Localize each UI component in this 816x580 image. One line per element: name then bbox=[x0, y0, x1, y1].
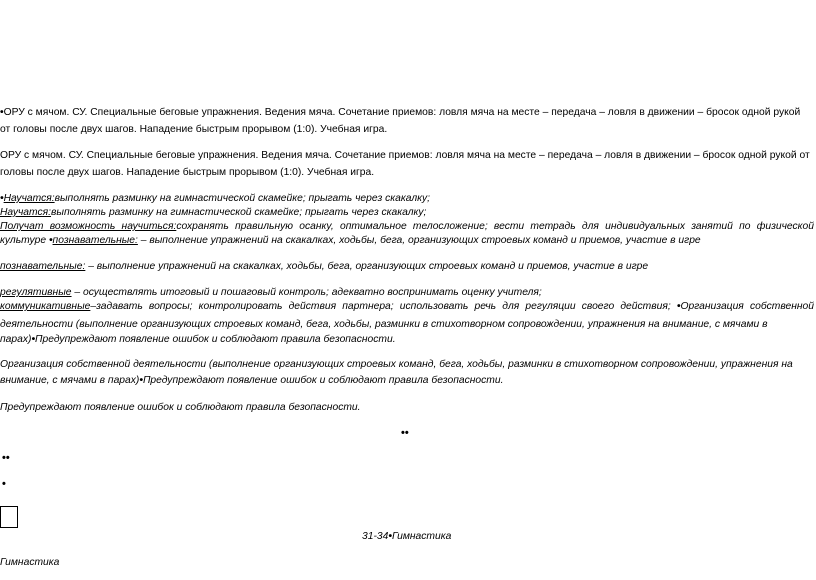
empty-box bbox=[0, 506, 18, 528]
safety-line: Предупреждают появление ошибок и соблюдают правила безопасности. bbox=[0, 402, 361, 413]
communicative-line bbox=[0, 300, 814, 314]
learn-line-1 bbox=[0, 192, 816, 206]
organization-line-2 bbox=[0, 374, 816, 388]
bullet: • bbox=[0, 107, 4, 118]
opportunity-line bbox=[0, 220, 814, 234]
bullet: • bbox=[48, 235, 53, 246]
opportunity-label: Получат возможность научиться: bbox=[0, 221, 177, 232]
attention-text: внимание, с мячами в парах) bbox=[0, 375, 140, 386]
bottom-title: Гимнастика bbox=[0, 557, 60, 568]
opportunity-text: сохранять правильную осанку, оптимальное телосложение; вести тетрадь для индивидуальных занятий по физической bbox=[176, 221, 814, 232]
communicative-label: коммуникативные bbox=[0, 301, 91, 312]
cognitive-text: – выполнение упражнений на скакалках, ходьбы, бега, организующих строевых команд и приемов, участие в игре bbox=[85, 261, 649, 272]
bullet-marker-left-2: • bbox=[2, 478, 6, 490]
learn-label: Научатся: bbox=[3, 193, 55, 204]
text: ОРУ с мячом. СУ. Специальные беговые упражнения. Ведения мяча. Сочетание приемов: ловля мяча на месте – передача – ловля в движении – бросок одной рукой bbox=[3, 107, 801, 118]
safety-text: Предупреждают появление ошибок и соблюдают правила безопасности. bbox=[35, 334, 396, 345]
bullet: • bbox=[139, 375, 143, 386]
learn-text: выполнять разминку на гимнастической скамейке; прыгать через скакалку; bbox=[51, 207, 427, 218]
paragraph-1-line-1 bbox=[0, 106, 816, 120]
bullet: • bbox=[388, 531, 392, 542]
cognitive-label: познавательные: bbox=[52, 235, 138, 246]
learn-text: выполнять разминку на гимнастической скамейке; прыгать через скакалку; bbox=[54, 193, 431, 204]
bullet: • bbox=[31, 334, 36, 345]
communicative-text: –задавать вопросы; контролировать действия партнера; использовать речь для регуляции своего действия; bbox=[90, 301, 677, 312]
pairs-text: парах) bbox=[0, 334, 32, 345]
bullet: • bbox=[0, 193, 4, 204]
cognitive-line bbox=[0, 260, 816, 274]
lesson-label bbox=[362, 530, 562, 544]
culture-line bbox=[0, 234, 816, 248]
regulative-line bbox=[0, 286, 816, 300]
pairs-line bbox=[0, 333, 816, 347]
cognitive-label: познавательные: bbox=[0, 261, 86, 272]
lesson-title: Гимнастика bbox=[391, 531, 452, 542]
organization-text: Организация собственной bbox=[680, 301, 814, 312]
paragraph-2-line-1: ОРУ с мячом. СУ. Специальные беговые упражнения. Ведения мяча. Сочетание приемов: ловля мяча на месте – передача – ловля в движении – бросок одной рукой от bbox=[0, 150, 810, 161]
regulative-label: регулятивные bbox=[0, 287, 72, 298]
lesson-range: 31-34 bbox=[362, 531, 389, 542]
paragraph-1-line-2: от головы после двух шагов. Нападение быстрым прорывом (1:0). Учебная игра. bbox=[0, 124, 388, 135]
regulative-text: – осуществлять итоговый и пошаговый контроль; адекватно воспринимать оценку учителя; bbox=[71, 287, 542, 298]
learn-line-2 bbox=[0, 206, 816, 220]
cognitive-text: – выполнение упражнений на скакалках, ходьбы, бега, организующих строевых команд и приемов, участие в игре bbox=[137, 235, 701, 246]
bullet: • bbox=[676, 301, 681, 312]
bullet-marker-left-1: •• bbox=[2, 452, 10, 464]
learn-label: Научатся: bbox=[0, 207, 51, 218]
paragraph-2-line-2: головы после двух шагов. Нападение быстрым прорывом (1:0). Учебная игра. bbox=[0, 167, 375, 178]
culture-text: культуре bbox=[0, 235, 49, 246]
activity-line: деятельности (выполнение организующих строевых команд, бега, ходьбы, разминки в стихотворном сопровождении, упражнения на внимание, с мячами в bbox=[0, 319, 768, 330]
organization-line-1: Организация собственной деятельности (выполнение организующих строевых команд, бега, ходьбы, разминки в стихотворном сопровождении, упражнения на bbox=[0, 359, 793, 370]
safety-text: Предупреждают появление ошибок и соблюдают правила безопасности. bbox=[142, 375, 504, 386]
bullet-marker-mid: •• bbox=[401, 427, 409, 439]
